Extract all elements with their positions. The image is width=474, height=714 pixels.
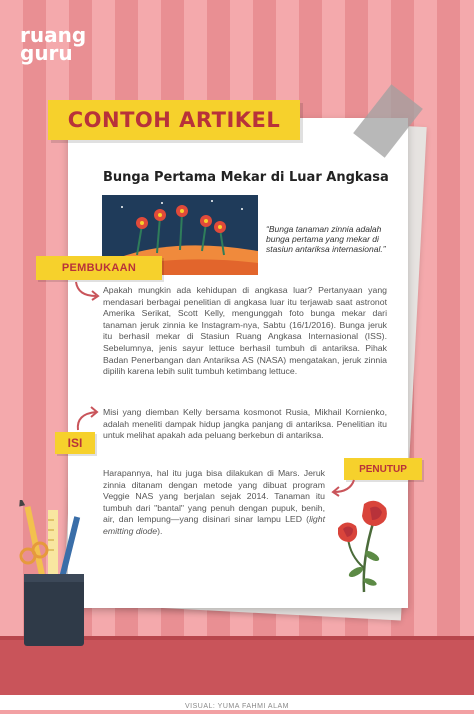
article-title: Bunga Pertama Mekar di Luar Angkasa [103, 170, 389, 185]
paragraph-penutup-end: ). [157, 525, 163, 536]
footer [0, 695, 474, 710]
ruangguru-logo [20, 23, 87, 65]
paragraph-isi: Misi yang diemban Kelly bersama kosmonot Rusia, Mikhail Kornienko, adalah meneliti dampak hidup jangka panjang di antariksa. Penelitian itu untuk melihat apakah ada peluang berkebun di antariksa. [103, 407, 387, 441]
footer-credit: VISUAL: YUMA FAHMI ALAM [185, 703, 289, 710]
arrow-icon [328, 478, 358, 498]
arrow-icon [72, 404, 102, 434]
banner-title: CONTOH ARTIKEL [67, 108, 281, 132]
paragraph-penutup-text: Harapannya, hal itu juga bisa dilakukan di Mars. Jeruk zinnia ditanam dengan metode yang dibuat program Veggie NAS yang berjalan sejak 2014. Tanaman itu tumbuh dari "bantal" yang penuh dengan pupuk, benih, air, dan lempung—yang disinari sinar lampu LED ( [103, 468, 325, 525]
logo-line-1: ruang [20, 23, 87, 47]
paragraph-penutup-italic: light emitting diode [103, 514, 325, 536]
arrow-icon [72, 280, 102, 302]
logo-line-2: guru [20, 41, 73, 65]
label-isi: ISI [55, 432, 95, 454]
label-penutup: PENUTUP [344, 458, 422, 480]
label-pembukaan: PEMBUKAAN [36, 256, 162, 280]
title-banner [48, 100, 300, 140]
flower-illustration [334, 498, 398, 594]
floor [0, 640, 474, 695]
paragraph-pembukaan: Apakah mungkin ada kehidupan di angkasa luar? Pertanyaan yang mendasari berbagai penelitian di angkasa luar itu terjawab saat astronot Amerika Serikat, Scott Kelly, mengunggah foto bunga mekar dari tanaman jeruk zinnia ke Instagram-nya, Sabtu (16/1/2016). Bunga jeruk itu berhasil mekar di Stasiun Ruang Angkasa Internasional (ISS). Sebelumnya, jenis sayur lettuce berhasil tumbuh di antariksa. Pihak Badan Penerbangan dan Antariksa AS (NASA) mengatakan, jeruk zinnia dipilih karena lebih sulit tumbuh ketimbang lettuce. [103, 285, 387, 377]
pencil-cup-illustration [14, 500, 94, 648]
pull-quote: “Bunga tanaman zinnia adalah bunga pertama yang mekar di stasiun antariksa internasional.” [266, 224, 386, 254]
paragraph-penutup [103, 468, 325, 538]
